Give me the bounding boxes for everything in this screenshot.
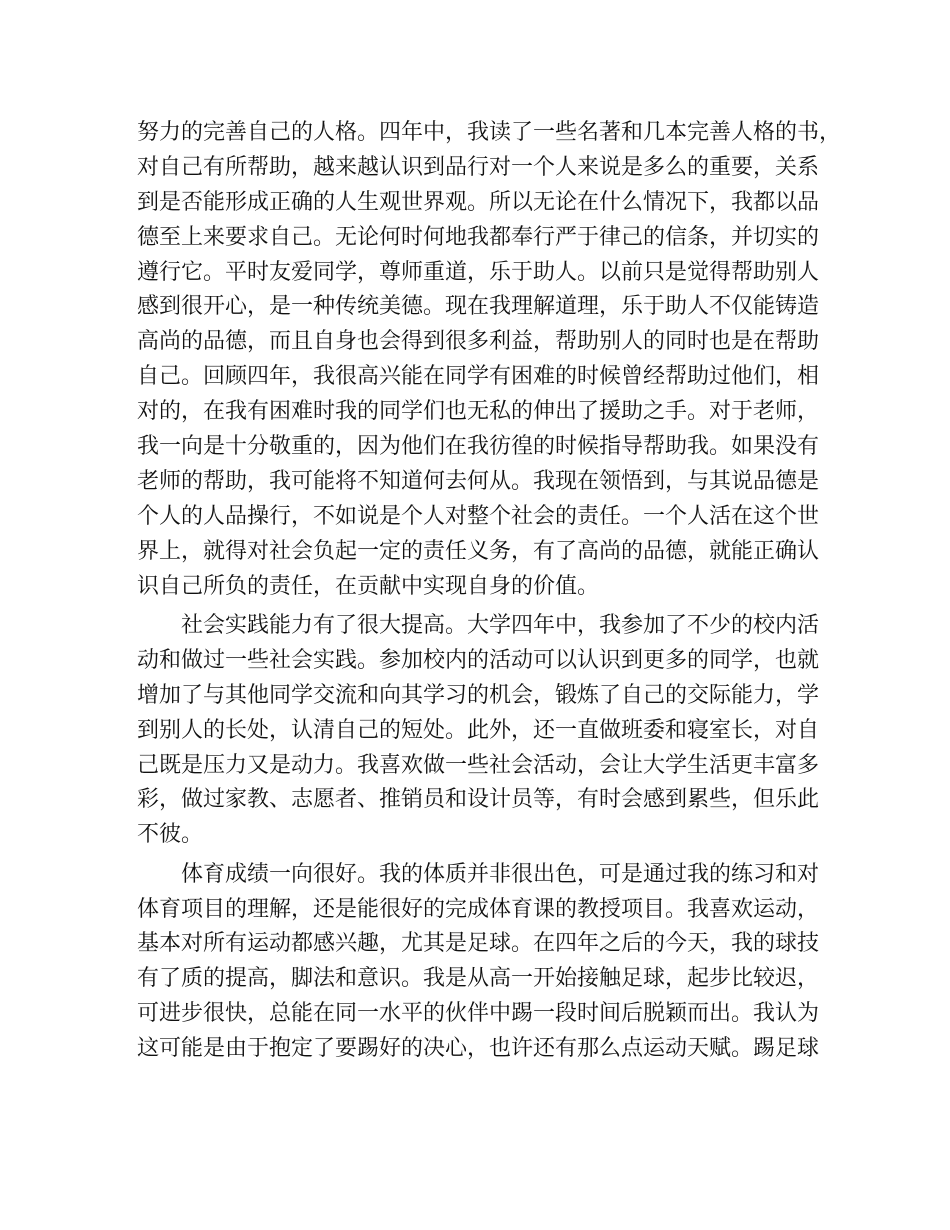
text-line: 自己。回顾四年，我很高兴能在同学有困难的时候曾经帮助过他们，相 [137,364,820,390]
paragraph-social-practice [137,609,820,853]
text-line: 彩，做过家教、志愿者、推销员和设计员等，有时会感到累些，但乐此 [137,787,820,813]
text-line: 这可能是由于抱定了要踢好的决心，也许还有那么点运动天赋。踢足球 [137,1036,820,1062]
text-line: 老师的帮助，我可能将不知道何去何从。我现在领悟到，与其说品德是 [137,468,820,494]
text-line: 感到很开心，是一种传统美德。现在我理解道理，乐于助人不仅能铸造 [137,294,820,320]
text-line: 动和做过一些社会实践。参加校内的活动可以认识到更多的同学，也就 [137,647,820,673]
document-body [137,116,842,1067]
text-line: 可进步很快，总能在同一水平的伙伴中踢一段时间后脱颖而出。我认为 [137,1001,820,1027]
text-line: 对自己有所帮助，越来越认识到品行对一个人来说是多么的重要，关系 [137,154,820,180]
text-line: 对的，在我有困难时我的同学们也无私的伸出了援助之手。对于老师， [137,399,820,425]
paragraph-sports [137,858,820,1067]
text-line: 基本对所有运动都感兴趣，尤其是足球。在四年之后的今天，我的球技 [137,931,820,957]
text-line: 到别人的长处，认清自己的短处。此外，还一直做班委和寝室长，对自 [137,717,820,743]
text-line: 我一向是十分敬重的，因为他们在我彷徨的时候指导帮助我。如果没有 [137,434,820,460]
text-line: 界上，就得对社会负起一定的责任义务，有了高尚的品德，就能正确认 [137,538,820,564]
text-line: 遵行它。平时友爱同学，尊师重道，乐于助人。以前只是觉得帮助别人 [137,259,820,285]
text-line-first: 体育成绩一向很好。我的体质并非很出色，可是通过我的练习和对 [181,861,820,887]
text-line: 识自己所负的责任，在贡献中实现自身的价值。 [137,573,600,599]
text-line: 到是否能形成正确的人生观世界观。所以无论在什么情况下，我都以品 [137,189,820,215]
text-line: 体育项目的理解，还是能很好的完成体育课的教授项目。我喜欢运动， [137,896,820,922]
text-line: 己既是压力又是动力。我喜欢做一些社会活动，会让大学生活更丰富多 [137,752,820,778]
text-line: 德至上来要求自己。无论何时何地我都奉行严于律己的信条，并切实的 [137,224,820,250]
text-line: 不彼。 [137,822,204,848]
text-line: 有了质的提高，脚法和意识。我是从高一开始接触足球，起步比较迟， [137,966,820,992]
text-line: 增加了与其他同学交流和向其学习的机会，锻炼了自己的交际能力，学 [137,682,820,708]
text-line: 努力的完善自己的人格。四年中，我读了一些名著和几本完善人格的书， [137,120,842,145]
text-line: 高尚的品德，而且自身也会得到很多利益，帮助别人的同时也是在帮助 [137,329,820,355]
paragraph-character [137,116,842,604]
text-line: 个人的人品操行，不如说是个人对整个社会的责任。一个人活在这个世 [137,503,820,529]
text-line-first: 社会实践能力有了很大提高。大学四年中，我参加了不少的校内活 [181,612,820,638]
